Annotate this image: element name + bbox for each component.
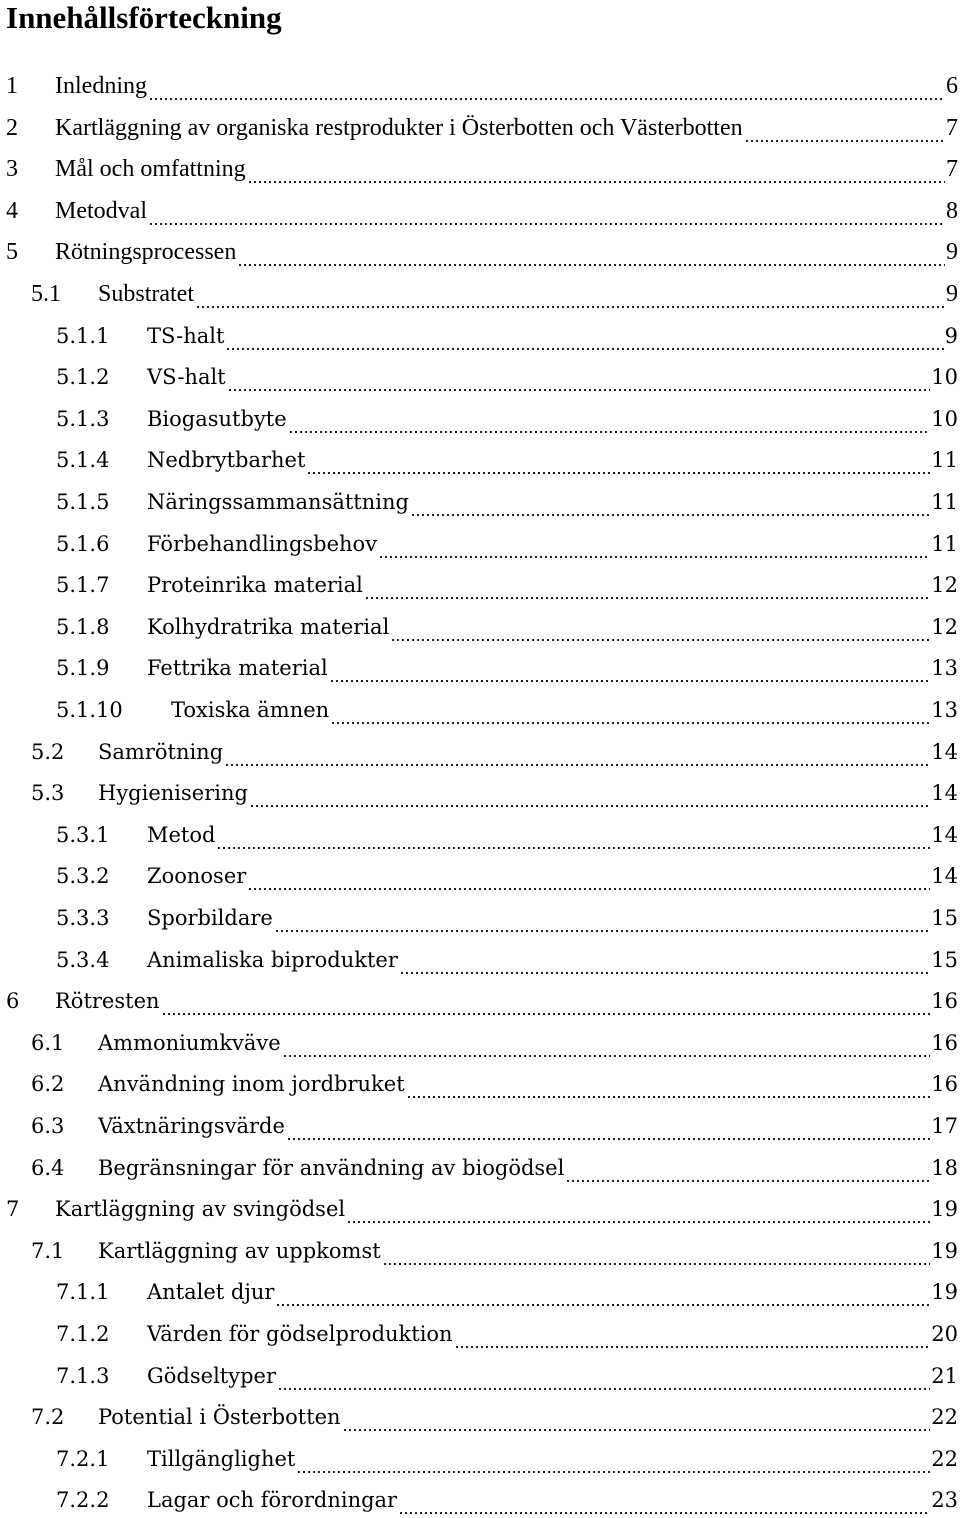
toc-entry-page: 7 — [946, 115, 958, 141]
toc-entry-number: 5.1 — [31, 281, 61, 307]
toc-entry-label: Värden för gödselproduktion — [147, 1322, 453, 1346]
toc-entry[interactable] — [0, 903, 960, 933]
dot-leader — [379, 535, 930, 559]
toc-entry[interactable] — [0, 695, 960, 725]
toc-entry-number: 5.3 — [31, 781, 65, 805]
dot-leader — [455, 1325, 931, 1349]
toc-entry-label: TS-halt — [147, 324, 225, 348]
toc-entry-page: 6 — [946, 73, 958, 99]
toc-entry-page: 11 — [931, 448, 958, 472]
toc-entry[interactable] — [0, 653, 960, 683]
toc-entry[interactable] — [0, 1111, 960, 1141]
toc-entry[interactable] — [0, 362, 960, 392]
toc-entry-label: Kartläggning av organiska restprodukter i Österbotten och Västerbotten — [55, 115, 743, 141]
toc-entry[interactable] — [0, 487, 960, 517]
dot-leader — [225, 743, 930, 767]
toc-entry-page: 22 — [931, 1447, 958, 1471]
toc-entry-label: Förbehandlingsbehov — [147, 532, 378, 556]
toc-entry-label: Rötresten — [55, 989, 160, 1013]
toc-entry-page: 16 — [931, 1072, 958, 1096]
dot-leader — [407, 1075, 931, 1099]
toc-entry-label: Växtnäringsvärde — [98, 1114, 285, 1138]
toc-entry-page: 9 — [946, 281, 958, 307]
toc-entry-page: 12 — [931, 573, 958, 597]
toc-entry-page: 10 — [931, 407, 958, 431]
toc-entry-number: 5.1.1 — [56, 324, 110, 348]
toc-entry-number: 5.1.2 — [56, 365, 110, 389]
toc-entry[interactable] — [0, 737, 960, 767]
toc-entry[interactable] — [0, 154, 960, 184]
toc-entry-label: Mål och omfattning — [55, 156, 246, 182]
toc-entry-label: Hygienisering — [98, 781, 248, 805]
dot-leader — [276, 1283, 930, 1307]
toc-entry-label: Gödseltyper — [147, 1364, 276, 1388]
toc-entry[interactable] — [0, 861, 960, 891]
toc-entry-number: 5.1.9 — [56, 656, 110, 680]
toc-entry-label: Nedbrytbarhet — [147, 448, 306, 472]
toc-entry-number: 6.4 — [31, 1156, 65, 1180]
dot-leader — [307, 451, 930, 475]
toc-entry-number: 7.2.2 — [56, 1488, 110, 1512]
toc-entry-label: Proteinrika material — [147, 573, 363, 597]
toc-entry-page: 16 — [931, 1031, 958, 1055]
dot-leader — [278, 1367, 930, 1391]
toc-entry[interactable] — [0, 1402, 960, 1432]
toc-entry[interactable] — [0, 1069, 960, 1099]
toc-entry-page: 9 — [946, 239, 958, 265]
toc-entry-page: 11 — [931, 532, 958, 556]
toc-entry-number: 3 — [6, 156, 18, 182]
dot-leader — [149, 202, 945, 226]
toc-entry-page: 14 — [931, 740, 958, 764]
toc-entry-label: VS-halt — [147, 365, 226, 389]
toc-entry-number: 5.1.4 — [56, 448, 110, 472]
dot-leader — [330, 659, 931, 683]
toc-entry-page: 14 — [931, 781, 958, 805]
toc-entry-number: 7.2.1 — [56, 1447, 110, 1471]
dot-leader — [238, 243, 945, 267]
toc-entry-page: 12 — [931, 615, 958, 639]
toc-entry-label: Animaliska biprodukter — [147, 948, 398, 972]
dot-leader — [289, 410, 931, 434]
toc-entry-label: Fettrika material — [147, 656, 328, 680]
toc-entry-label: Tillgänglighet — [147, 1447, 296, 1471]
toc-entry-label: Metod — [147, 823, 216, 847]
toc-entry-page: 19 — [931, 1197, 958, 1221]
toc-entry-label: Kolhydratrika material — [147, 615, 390, 639]
toc-entry-number: 5.1.5 — [56, 490, 110, 514]
dot-leader — [275, 909, 930, 933]
toc-entry-label: Ammoniumkväve — [98, 1031, 281, 1055]
toc-entry-page: 14 — [931, 823, 958, 847]
dot-leader — [745, 119, 945, 143]
toc-entry-label: Antalet djur — [147, 1280, 275, 1304]
toc-entry[interactable] — [0, 279, 960, 309]
dot-leader — [297, 1450, 930, 1474]
toc-entry-page: 19 — [931, 1239, 958, 1263]
toc-entry-number: 4 — [6, 198, 18, 224]
toc-entry-label: Näringssammansättning — [147, 490, 409, 514]
toc-entry-label: Substratet — [98, 281, 194, 307]
toc-entry[interactable] — [0, 1236, 960, 1266]
toc-entry[interactable] — [0, 196, 960, 226]
toc-entry[interactable] — [0, 237, 960, 267]
dot-leader — [391, 618, 930, 642]
toc-entry-page: 10 — [931, 365, 958, 389]
toc-entry-page: 9 — [944, 324, 958, 348]
toc-entry[interactable] — [0, 1485, 960, 1515]
toc-entry-label: Toxiska ämnen — [171, 698, 330, 722]
toc-entry-number: 5.1.3 — [56, 407, 110, 431]
toc-entry[interactable] — [0, 113, 960, 143]
toc-entry-label: Begränsningar för användning av biogödsel — [98, 1156, 565, 1180]
toc-entry-number: 5.1.6 — [56, 532, 110, 556]
toc-entry-page: 20 — [931, 1322, 958, 1346]
dot-leader — [347, 1200, 930, 1224]
toc-entry-number: 7.2 — [31, 1405, 65, 1429]
toc-entry[interactable] — [0, 570, 960, 600]
toc-entry-number: 5.3.3 — [56, 906, 110, 930]
toc-entry-label: Sporbildare — [147, 906, 273, 930]
toc-entry-page: 13 — [931, 656, 958, 680]
toc-entry-page: 19 — [931, 1280, 958, 1304]
dot-leader — [196, 285, 945, 309]
toc-entry-number: 5.1.8 — [56, 615, 110, 639]
toc-entry[interactable] — [0, 529, 960, 559]
toc-entry-number: 6.3 — [31, 1114, 65, 1138]
toc-entry-number: 5 — [6, 239, 18, 265]
toc-entry[interactable] — [0, 1444, 960, 1474]
toc-entry-page: 8 — [946, 198, 958, 224]
toc-entry-label: Inledning — [55, 73, 147, 99]
toc-entry-label: Zoonoser — [147, 864, 247, 888]
toc-entry[interactable] — [0, 778, 960, 808]
toc-entry[interactable] — [0, 1153, 960, 1183]
toc-entry[interactable] — [0, 612, 960, 642]
toc-entry[interactable] — [0, 1319, 960, 1349]
toc-entry-number: 5.2 — [31, 740, 65, 764]
dot-leader — [228, 368, 931, 392]
toc-entry[interactable] — [0, 404, 960, 434]
toc-entry[interactable] — [0, 1028, 960, 1058]
dot-leader — [149, 77, 945, 101]
dot-leader — [400, 951, 930, 975]
dot-leader — [383, 1242, 931, 1266]
toc-entry-page: 15 — [931, 948, 958, 972]
toc-entry[interactable] — [0, 71, 960, 101]
toc-entry-number: 5.3.2 — [56, 864, 110, 888]
toc-entry-label: Metodval — [55, 198, 147, 224]
dot-leader — [250, 784, 930, 808]
toc-entry-number: 7.1 — [31, 1239, 65, 1263]
toc-entry-page: 18 — [931, 1156, 958, 1180]
toc-entry-page: 22 — [931, 1405, 958, 1429]
dot-leader — [283, 1034, 931, 1058]
dot-leader — [411, 493, 930, 517]
toc-entry[interactable] — [0, 945, 960, 975]
toc-entry-number: 5.3.1 — [56, 823, 110, 847]
toc-entry-label: Användning inom jordbruket — [98, 1072, 405, 1096]
dot-leader — [226, 327, 943, 351]
toc-entry[interactable] — [0, 986, 960, 1016]
dot-leader — [217, 826, 930, 850]
toc-entry-number: 6.1 — [31, 1031, 65, 1055]
dot-leader — [248, 867, 930, 891]
toc-entry-number: 6 — [6, 989, 20, 1013]
toc-entry-label: Kartläggning av svingödsel — [55, 1197, 346, 1221]
toc-entry-number: 7.1.2 — [56, 1322, 110, 1346]
toc-entry-page: 23 — [931, 1488, 958, 1512]
toc-entry-number: 2 — [6, 115, 18, 141]
dot-leader — [248, 160, 945, 184]
dot-leader — [287, 1117, 930, 1141]
toc-entry-number: 5.1.10 — [56, 698, 123, 722]
page-title: Innehållsförteckning — [6, 0, 282, 35]
toc-entry[interactable] — [0, 1277, 960, 1307]
toc-entry-number: 5.1.7 — [56, 573, 110, 597]
dot-leader — [343, 1408, 931, 1432]
toc-entry-page: 7 — [946, 156, 958, 182]
toc-entry-page: 15 — [931, 906, 958, 930]
toc-entry-page: 13 — [931, 698, 958, 722]
toc-entry[interactable] — [0, 820, 960, 850]
toc-entry-number: 1 — [6, 73, 18, 99]
toc-entry[interactable] — [0, 321, 960, 351]
toc-entry[interactable] — [0, 445, 960, 475]
toc-entry-number: 7 — [6, 1197, 20, 1221]
toc-entry-label: Lagar och förordningar — [147, 1488, 398, 1512]
toc-entry-number: 7.1.3 — [56, 1364, 110, 1388]
toc-entry-page: 21 — [931, 1364, 958, 1388]
toc-entry[interactable] — [0, 1194, 960, 1224]
dot-leader — [399, 1491, 930, 1515]
toc-entry-label: Potential i Österbotten — [98, 1405, 341, 1429]
toc-entry-page: 14 — [931, 864, 958, 888]
dot-leader — [365, 576, 930, 600]
toc-entry[interactable] — [0, 1361, 960, 1391]
toc-entry-number: 5.3.4 — [56, 948, 110, 972]
toc-entry-page: 17 — [931, 1114, 958, 1138]
dot-leader — [162, 992, 931, 1016]
dot-leader — [331, 701, 930, 725]
toc-entry-label: Biogasutbyte — [147, 407, 287, 431]
toc-entry-page: 16 — [931, 989, 958, 1013]
toc-entry-label: Kartläggning av uppkomst — [98, 1239, 381, 1263]
toc-entry-page: 11 — [931, 490, 958, 514]
toc-entry-number: 6.2 — [31, 1072, 65, 1096]
dot-leader — [566, 1159, 930, 1183]
toc-entry-label: Samrötning — [98, 740, 224, 764]
toc-entry-label: Rötningsprocessen — [55, 239, 237, 265]
toc-entry-number: 7.1.1 — [56, 1280, 110, 1304]
